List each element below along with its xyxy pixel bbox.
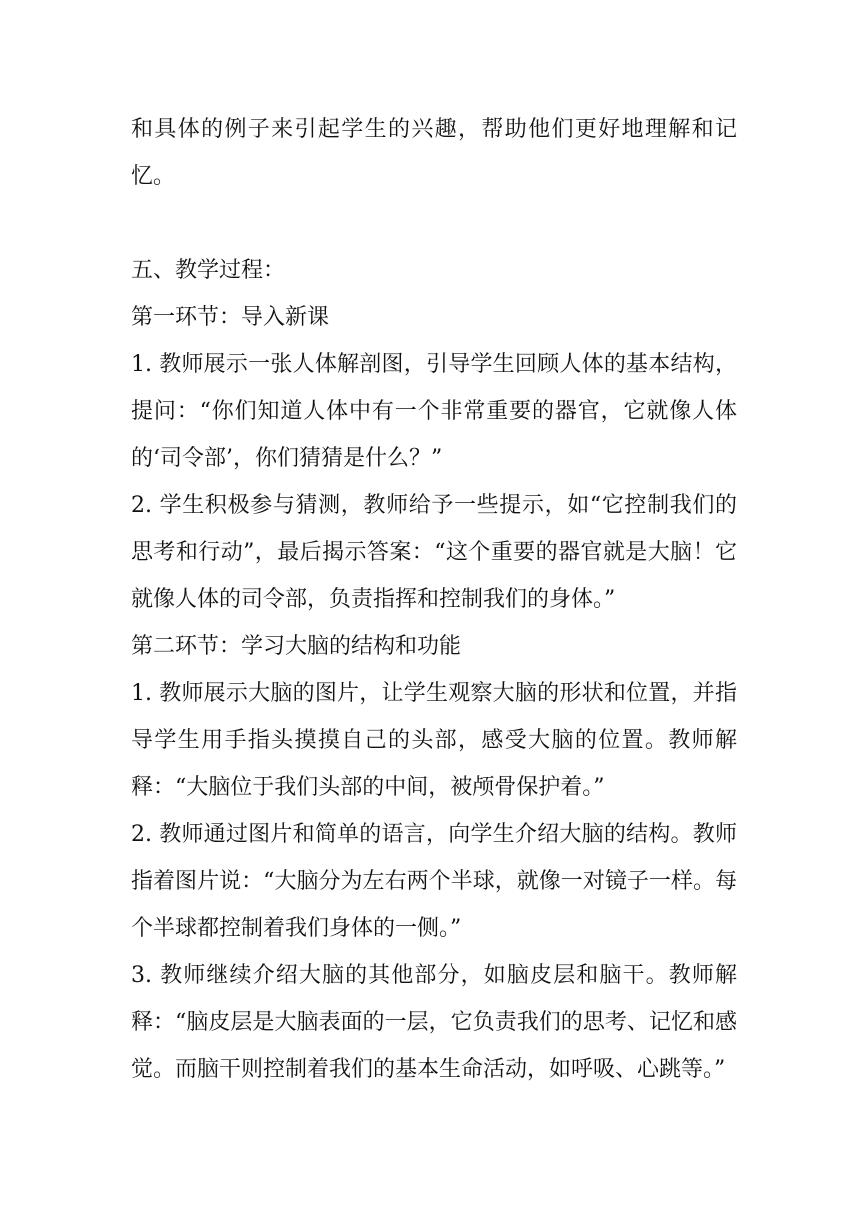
stage2-item-2: 2. 教师通过图片和简单的语言，向学生介绍大脑的结构。教师指着图片说：“大脑分为左右两个半球，就像一对镜子一样。每个半球都控制着我们身体的一侧。”: [131, 822, 737, 941]
stage1-heading: 第一环节：导入新课: [131, 305, 330, 330]
stage2-item-1: 1. 教师展示大脑的图片，让学生观察大脑的形状和位置，并指导学生用手指头摸摸自己的头部，感受大脑的位置。教师解释：“大脑位于我们头部的中间，被颅骨保护着。”: [131, 681, 737, 800]
paragraph-gap: [131, 200, 737, 247]
section-heading: 五、教学过程：: [131, 258, 286, 283]
stage1-item-1: 1. 教师展示一张人体解剖图，引导学生回顾人体的基本结构，提问：“你们知道人体中有一个非常重要的器官，它就像人体的‘司令部’，你们猜猜是什么？”: [131, 352, 737, 471]
stage1-item-2: 2. 学生积极参与猜测，教师给予一些提示，如“它控制我们的思考和行动”，最后揭示答案：“这个重要的器官就是大脑！它就像人体的司令部，负责指挥和控制我们的身体。”: [131, 493, 737, 612]
stage2-heading: 第二环节：学习大脑的结构和功能: [131, 634, 462, 659]
intro-paragraph: 和具体的例子来引起学生的兴趣，帮助他们更好地理解和记忆。: [131, 117, 737, 189]
document-page: [131, 106, 737, 1093]
stage2-item-3: 3. 教师继续介绍大脑的其他部分，如脑皮层和脑干。教师解释：“脑皮层是大脑表面的一层，它负责我们的思考、记忆和感觉。而脑干则控制着我们的基本生命活动，如呼吸、心跳等。”: [131, 963, 737, 1082]
